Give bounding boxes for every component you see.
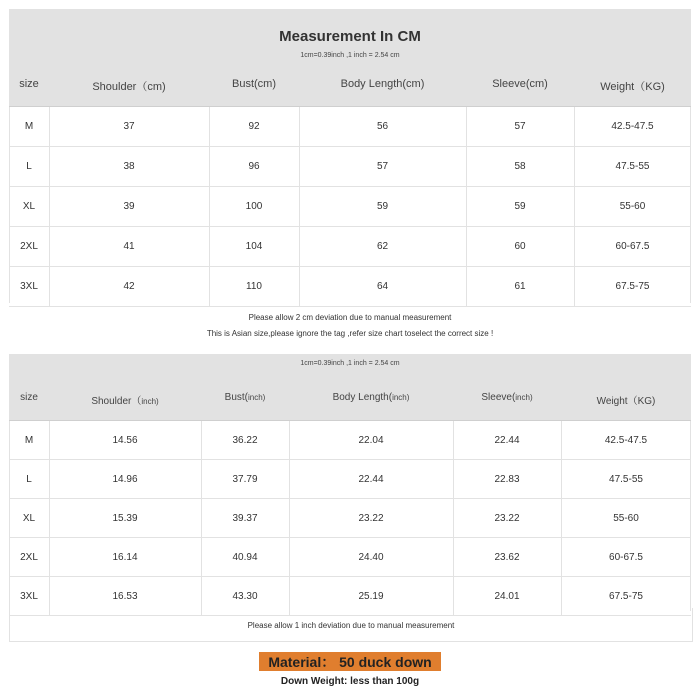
header-label: Weight（KG) [596,396,656,407]
material-label: Material： 50 duck down [259,652,441,671]
weight-cell: 55-60 [613,512,639,524]
sleeve-cell: 23.22 [494,512,520,524]
inch-deviation-note: Please allow 1 inch deviation due to manual measurement [247,621,455,630]
inch-table-column-headers [9,392,691,412]
table-row [9,460,691,499]
table-row [9,421,691,460]
body-length-cell: 23.22 [358,512,384,524]
body-length-cell: 59 [376,201,389,212]
size-cell: L [26,161,32,172]
size-cell: L [26,473,32,485]
sleeve-cell: 22.44 [494,434,520,446]
size-cell: XL [22,512,36,524]
bust-cell: 92 [248,121,260,132]
shoulder-cell: 15.39 [112,512,138,524]
cm-table-header [9,9,691,107]
sleeve-cell: 59 [514,201,526,212]
down-weight-label: Down Weight: less than 100g [280,676,420,687]
weight-cell: 42.5-47.5 [611,121,654,132]
bust-cell: 43.30 [232,590,258,602]
deviation-note: Please allow 2 cm deviation due to manual measurement [248,313,452,322]
cm-table-conversion-note: 1cm=0.39inch ,1 inch = 2.54 cm [300,52,400,59]
column-header-size [9,392,49,403]
shoulder-cell: 39 [123,201,135,212]
column-header-weight [561,392,691,407]
weight-cell: 55-60 [619,201,646,212]
table-row [9,147,691,187]
bust-cell: 110 [246,281,262,292]
inch-size-table [9,354,691,616]
body-length-cell: 22.04 [358,434,384,446]
body-length-cell: 56 [376,121,389,132]
table-row [9,267,691,307]
column-header-sleeve: Sleeve(cm) [492,78,548,90]
weight-cell: 60-67.5 [609,551,643,563]
header-label: size [20,392,38,403]
header-label: Bust( [224,392,248,403]
column-header-bust: Bust(cm) [232,78,276,90]
shoulder-cell: 38 [123,161,135,172]
bust-cell: 96 [248,161,260,172]
column-header-shoulder: Shoulder（cm) [92,81,166,93]
size-cell: 3XL [20,590,38,602]
shoulder-cell: 14.56 [112,434,138,446]
weight-cell: 47.5-55 [615,161,650,172]
column-header-body-length [289,392,453,403]
table-row [9,227,691,267]
column-header-weight: Weight（KG) [600,81,665,93]
inch-table-conversion-note: 1cm=0.39inch ,1 inch = 2.54 cm [300,360,400,367]
header-unit: inch) [515,393,533,402]
shoulder-cell: 37 [123,121,135,132]
size-cell: M [24,121,34,132]
weight-cell: 67.5-75 [609,590,643,602]
weight-cell: 60-67.5 [615,241,650,252]
bust-cell: 36.22 [232,434,258,446]
size-cell: XL [22,201,36,212]
inch-table-footer [9,608,693,642]
bust-cell: 100 [245,201,263,212]
table-row [9,187,691,227]
asian-size-note: This is Asian size,please ignore the tag ,refer size chart toselect the correct size ! [206,329,494,338]
table-row [9,107,691,147]
inch-table-header [9,354,691,421]
cm-table-body [9,107,691,307]
bust-cell: 40.94 [232,551,258,563]
header-unit: inch) [141,397,159,406]
weight-cell: 67.5-75 [615,281,650,292]
cm-table-column-headers [9,78,691,98]
shoulder-cell: 14.96 [112,473,138,485]
shoulder-cell: 42 [123,281,135,292]
body-length-cell: 22.44 [358,473,384,485]
cm-table-notes [0,310,700,342]
column-header-sleeve [453,392,561,403]
sleeve-cell: 60 [514,241,526,252]
sleeve-cell: 24.01 [494,590,520,602]
bust-cell: 104 [245,241,263,252]
column-header-shoulder [49,392,201,407]
size-cell: 2XL [20,551,38,563]
sleeve-cell: 58 [514,161,526,172]
sleeve-cell: 22.83 [494,473,520,485]
cm-size-table [9,9,691,307]
shoulder-cell: 41 [123,241,135,252]
shoulder-cell: 16.14 [112,551,138,563]
bust-cell: 39.37 [232,512,258,524]
cm-table-title: Measurement In CM [279,28,421,45]
header-label: Shoulder（ [91,396,142,407]
body-length-cell: 57 [376,161,389,172]
body-length-cell: 25.19 [358,590,384,602]
column-header-bust [201,392,289,403]
inch-table-body [9,421,691,616]
body-length-cell: 64 [376,281,389,292]
shoulder-cell: 16.53 [112,590,138,602]
table-row [9,538,691,577]
header-label: Body Length( [332,392,393,403]
bust-cell: 37.79 [232,473,258,485]
sleeve-cell: 23.62 [494,551,520,563]
column-header-body-length: Body Length(cm) [340,78,425,90]
weight-cell: 42.5-47.5 [604,434,648,446]
body-length-cell: 24.40 [358,551,384,563]
header-unit: inch) [248,393,266,402]
body-length-cell: 62 [376,241,389,252]
sleeve-cell: 57 [514,121,526,132]
header-unit: inch) [392,393,410,402]
table-row [9,499,691,538]
size-cell: 3XL [20,281,38,292]
sleeve-cell: 61 [514,281,526,292]
size-cell: M [24,434,34,446]
header-label: Sleeve( [481,392,516,403]
column-header-size: size [19,78,39,90]
weight-cell: 47.5-55 [609,473,643,485]
size-cell: 2XL [20,241,38,252]
